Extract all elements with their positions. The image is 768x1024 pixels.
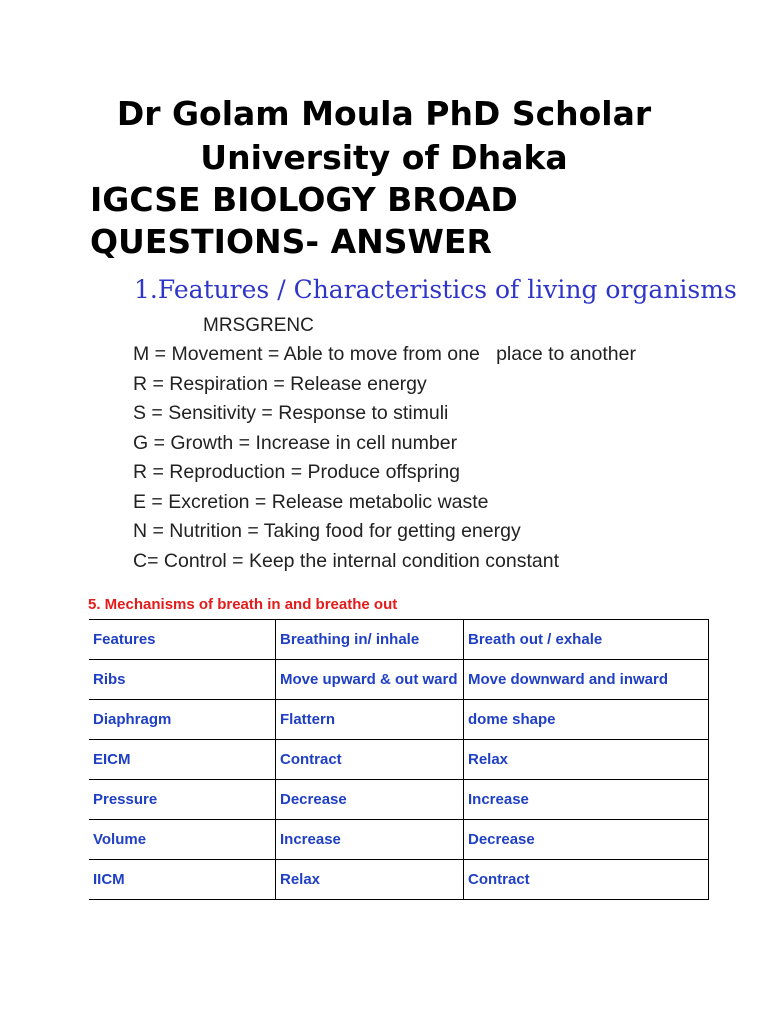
table-cell: EICM	[89, 740, 276, 780]
table-cell: Pressure	[89, 780, 276, 820]
table-cell: Flattern	[276, 700, 464, 740]
table-row	[89, 780, 709, 820]
table-cell: dome shape	[464, 700, 709, 740]
table-row	[89, 820, 709, 860]
table-cell: Increase	[276, 820, 464, 860]
document-title-line-2: QUESTIONS- ANSWER	[90, 222, 492, 261]
table-cell: Decrease	[464, 820, 709, 860]
characteristic-item: N = Nutrition = Taking food for getting energy	[133, 520, 521, 542]
table-cell: Relax	[276, 860, 464, 900]
table-row	[89, 860, 709, 900]
table-cell: Volume	[89, 820, 276, 860]
table-cell: Increase	[464, 780, 709, 820]
author-name: Dr Golam Moula PhD Scholar	[116, 94, 652, 133]
table-header-cell: Features	[89, 620, 276, 660]
section-1-heading: 1.Features / Characteristics of living organisms	[134, 275, 737, 304]
characteristic-item: E = Excretion = Release metabolic waste	[133, 490, 489, 513]
table-cell: Contract	[276, 740, 464, 780]
table-row	[89, 740, 709, 780]
table-cell: Move upward & out ward	[276, 660, 464, 700]
breathing-mechanism-table	[89, 619, 709, 900]
table-cell: Ribs	[89, 660, 276, 700]
mnemonic: MRSGRENC	[203, 315, 314, 336]
table-cell: Move downward and inward	[464, 660, 709, 700]
characteristics-list	[133, 340, 636, 576]
characteristic-item: R = Respiration = Release energy	[133, 372, 427, 395]
author-university: University of Dhaka	[200, 138, 568, 177]
table-header-cell: Breathing in/ inhale	[276, 620, 464, 660]
document-title-line-1: IGCSE BIOLOGY BROAD	[90, 180, 518, 219]
characteristic-item: M = Movement = Able to move from one place to another	[133, 343, 636, 365]
characteristic-item: S = Sensitivity = Response to stimuli	[133, 402, 449, 424]
characteristic-item: R = Reproduction = Produce offspring	[133, 461, 461, 483]
table-header-row	[89, 620, 709, 660]
characteristic-item: G = Growth = Increase in cell number	[133, 431, 458, 454]
table-cell: Contract	[464, 860, 709, 900]
table-header-cell: Breath out / exhale	[464, 620, 709, 660]
table-cell: Decrease	[276, 780, 464, 820]
table-row	[89, 700, 709, 740]
section-5-heading: 5. Mechanisms of breath in and breathe out	[88, 596, 398, 613]
table-cell: Diaphragm	[89, 700, 276, 740]
table-cell: Relax	[464, 740, 709, 780]
table-cell: IICM	[89, 860, 276, 900]
characteristic-item: C= Control = Keep the internal condition constant	[133, 549, 560, 572]
table-row	[89, 660, 709, 700]
